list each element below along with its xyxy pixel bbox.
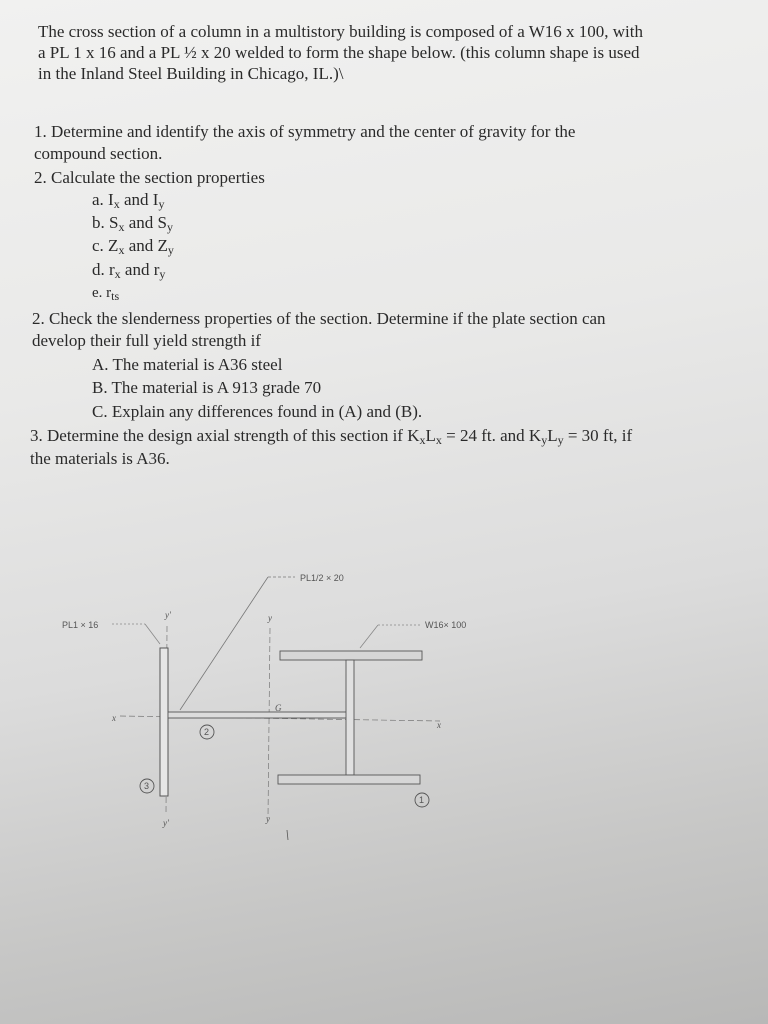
y-axis-centerline — [268, 628, 270, 818]
item-2b: b. Sx and Sy — [92, 213, 173, 234]
column-section-figure — [0, 540, 768, 860]
item-2e: e. $r_{ts}$ — [92, 285, 120, 303]
leader-w16-diag — [360, 625, 378, 648]
item-2b-C: C. Explain any differences found in (A) and (B). — [92, 402, 423, 421]
question-2b-line-2: develop their full yield strength if — [32, 331, 261, 350]
axis-label-yprime-bottom: y' — [163, 818, 169, 828]
leader-pl1-diag — [145, 624, 160, 644]
question-2b-line-1: 2. Check the slenderness properties of the section. Determine if the plate section can — [32, 309, 606, 328]
marker-3: 3 — [144, 781, 150, 791]
plate-half-x20 — [168, 712, 350, 718]
w16-web — [346, 660, 354, 775]
w16-top-flange — [280, 651, 422, 660]
question-3-line-1: 3. Determine the design axial strength of this section if KxLx = 24 ft. and KyLy = 30 ft, if — [30, 426, 633, 447]
axis-label-x-right: x — [437, 720, 441, 730]
item-2c: c. Zx and Zy — [92, 236, 174, 257]
label-G: G — [275, 703, 282, 713]
label-pl1: PL1 × 16 — [62, 620, 99, 630]
leader-pl-half-diag — [180, 577, 268, 710]
axis-label-yprime-top: y' — [165, 610, 171, 620]
item-2b-A: A. The material is A36 steel — [92, 355, 283, 374]
plate-1x16 — [160, 648, 168, 796]
intro-line-3: in the Inland Steel Building in Chicago, IL.)\ — [38, 64, 344, 83]
intro-line-2: a PL 1 x 16 and a PL ½ x 20 welded to form the shape below. (this column shape is used — [38, 43, 640, 62]
question-1-line-1: 1. Determine and identify the axis of symmetry and the center of gravity for the — [34, 122, 576, 141]
item-2d: d. rx and ry — [92, 260, 166, 281]
label-w16: W16× 100 — [425, 620, 467, 630]
question-2-title: 2. Calculate the section properties — [34, 168, 265, 187]
axis-label-x-left: x — [112, 713, 116, 723]
question-1-line-2: compound section. — [34, 144, 163, 163]
question-3-line-2: the materials is A36. — [30, 449, 170, 468]
marker-2: 2 — [204, 727, 210, 737]
item-2a: a. Ix and Iy — [92, 190, 165, 211]
item-2b-B: B. The material is A 913 grade 70 — [92, 378, 322, 397]
axis-label-y-bottom: y — [266, 814, 270, 824]
marker-1: 1 — [419, 795, 425, 805]
intro-paragraph — [38, 22, 768, 85]
w16-bottom-flange — [278, 775, 420, 784]
tick-mark — [287, 830, 288, 840]
intro-line-1: The cross section of a column in a multistory building is composed of a W16 x 100, with — [38, 22, 643, 41]
axis-label-y-top: y — [268, 613, 272, 623]
label-pl-half: PL1/2 × 20 — [300, 573, 344, 583]
